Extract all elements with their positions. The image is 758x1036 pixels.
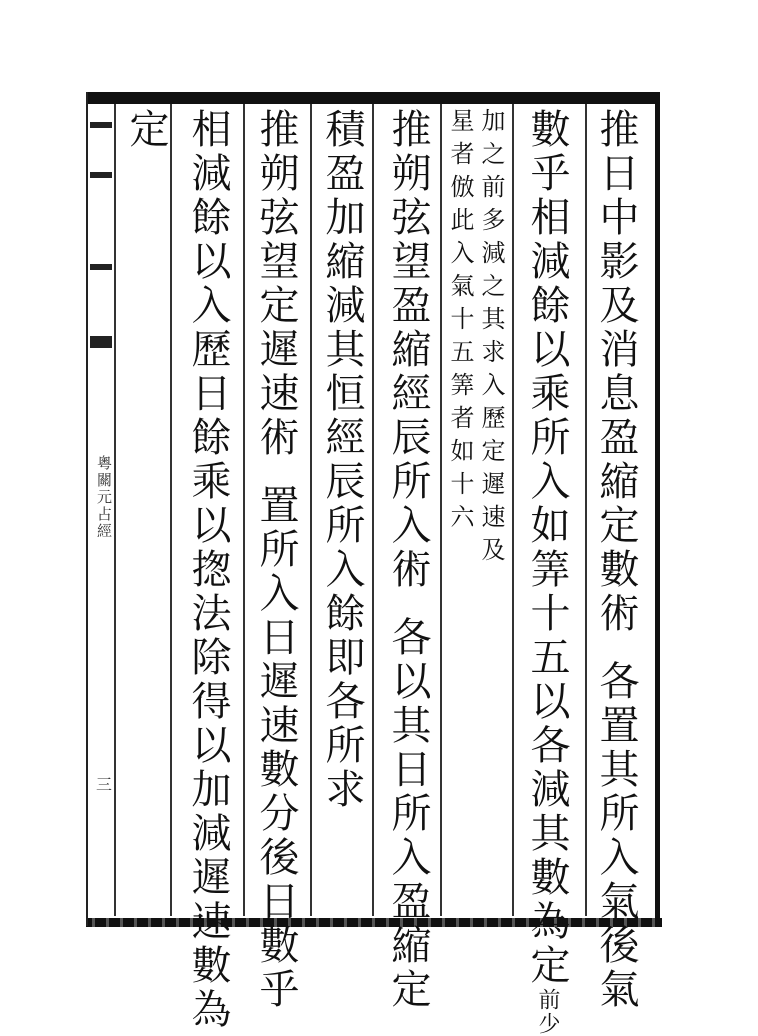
margin-fishtail-mark <box>90 172 112 178</box>
column-rule <box>114 104 116 916</box>
column-text: 數乎相減餘以乘所入如筭十五以各減其數為定 <box>524 108 570 988</box>
frame-right-border <box>655 92 660 926</box>
text-column-2 <box>525 108 569 1036</box>
column-text: 推朔弦望定遲速術 <box>253 108 299 460</box>
column-rule <box>310 104 312 916</box>
column-note: 加之前多減之其求入歷定遲速及 <box>477 108 505 570</box>
frame-bottom-border <box>86 918 662 927</box>
column-text: 積盈加縮減其恒經辰所入餘即各所求 <box>319 108 365 812</box>
note-column-2 <box>445 108 475 537</box>
column-note: 前少 <box>535 988 560 1036</box>
text-column-6 <box>186 108 230 1032</box>
margin-fishtail-mark <box>90 336 112 348</box>
note-column-1 <box>476 108 506 570</box>
column-rule <box>585 104 587 916</box>
column-rule <box>440 104 442 916</box>
page-number: 三 <box>96 775 113 794</box>
margin-title: 粵關元占經 <box>95 455 113 540</box>
text-column-1 <box>594 108 638 1012</box>
column-rule <box>243 104 245 916</box>
column-text: 各置其所入氣後氣 <box>593 660 639 1012</box>
column-rule <box>170 104 172 916</box>
text-column-7 <box>124 108 168 152</box>
frame-left-border <box>86 92 88 926</box>
margin-fishtail-mark <box>90 264 112 270</box>
text-column-5 <box>254 108 298 1012</box>
text-column-3 <box>386 108 430 1012</box>
column-text: 置所入日遲速數分後日數乎 <box>253 484 299 1012</box>
column-text: 相減餘以入歷日餘乘以揔法除得以加減遲速數為 <box>185 108 231 1032</box>
margin-fishtail-mark <box>90 122 112 128</box>
column-rule <box>372 104 374 916</box>
column-note: 星者倣此入氣十五筭者如十六 <box>446 108 474 537</box>
column-rule <box>512 104 514 916</box>
frame-top-border <box>88 92 660 104</box>
column-text: 推日中影及消息盈縮定數術 <box>593 108 639 636</box>
text-column-4 <box>320 108 364 812</box>
column-text: 推朔弦望盈縮經辰所入術 <box>385 108 431 592</box>
column-text: 定 <box>123 108 169 152</box>
column-text: 各以其日所入盈縮定 <box>385 616 431 1012</box>
